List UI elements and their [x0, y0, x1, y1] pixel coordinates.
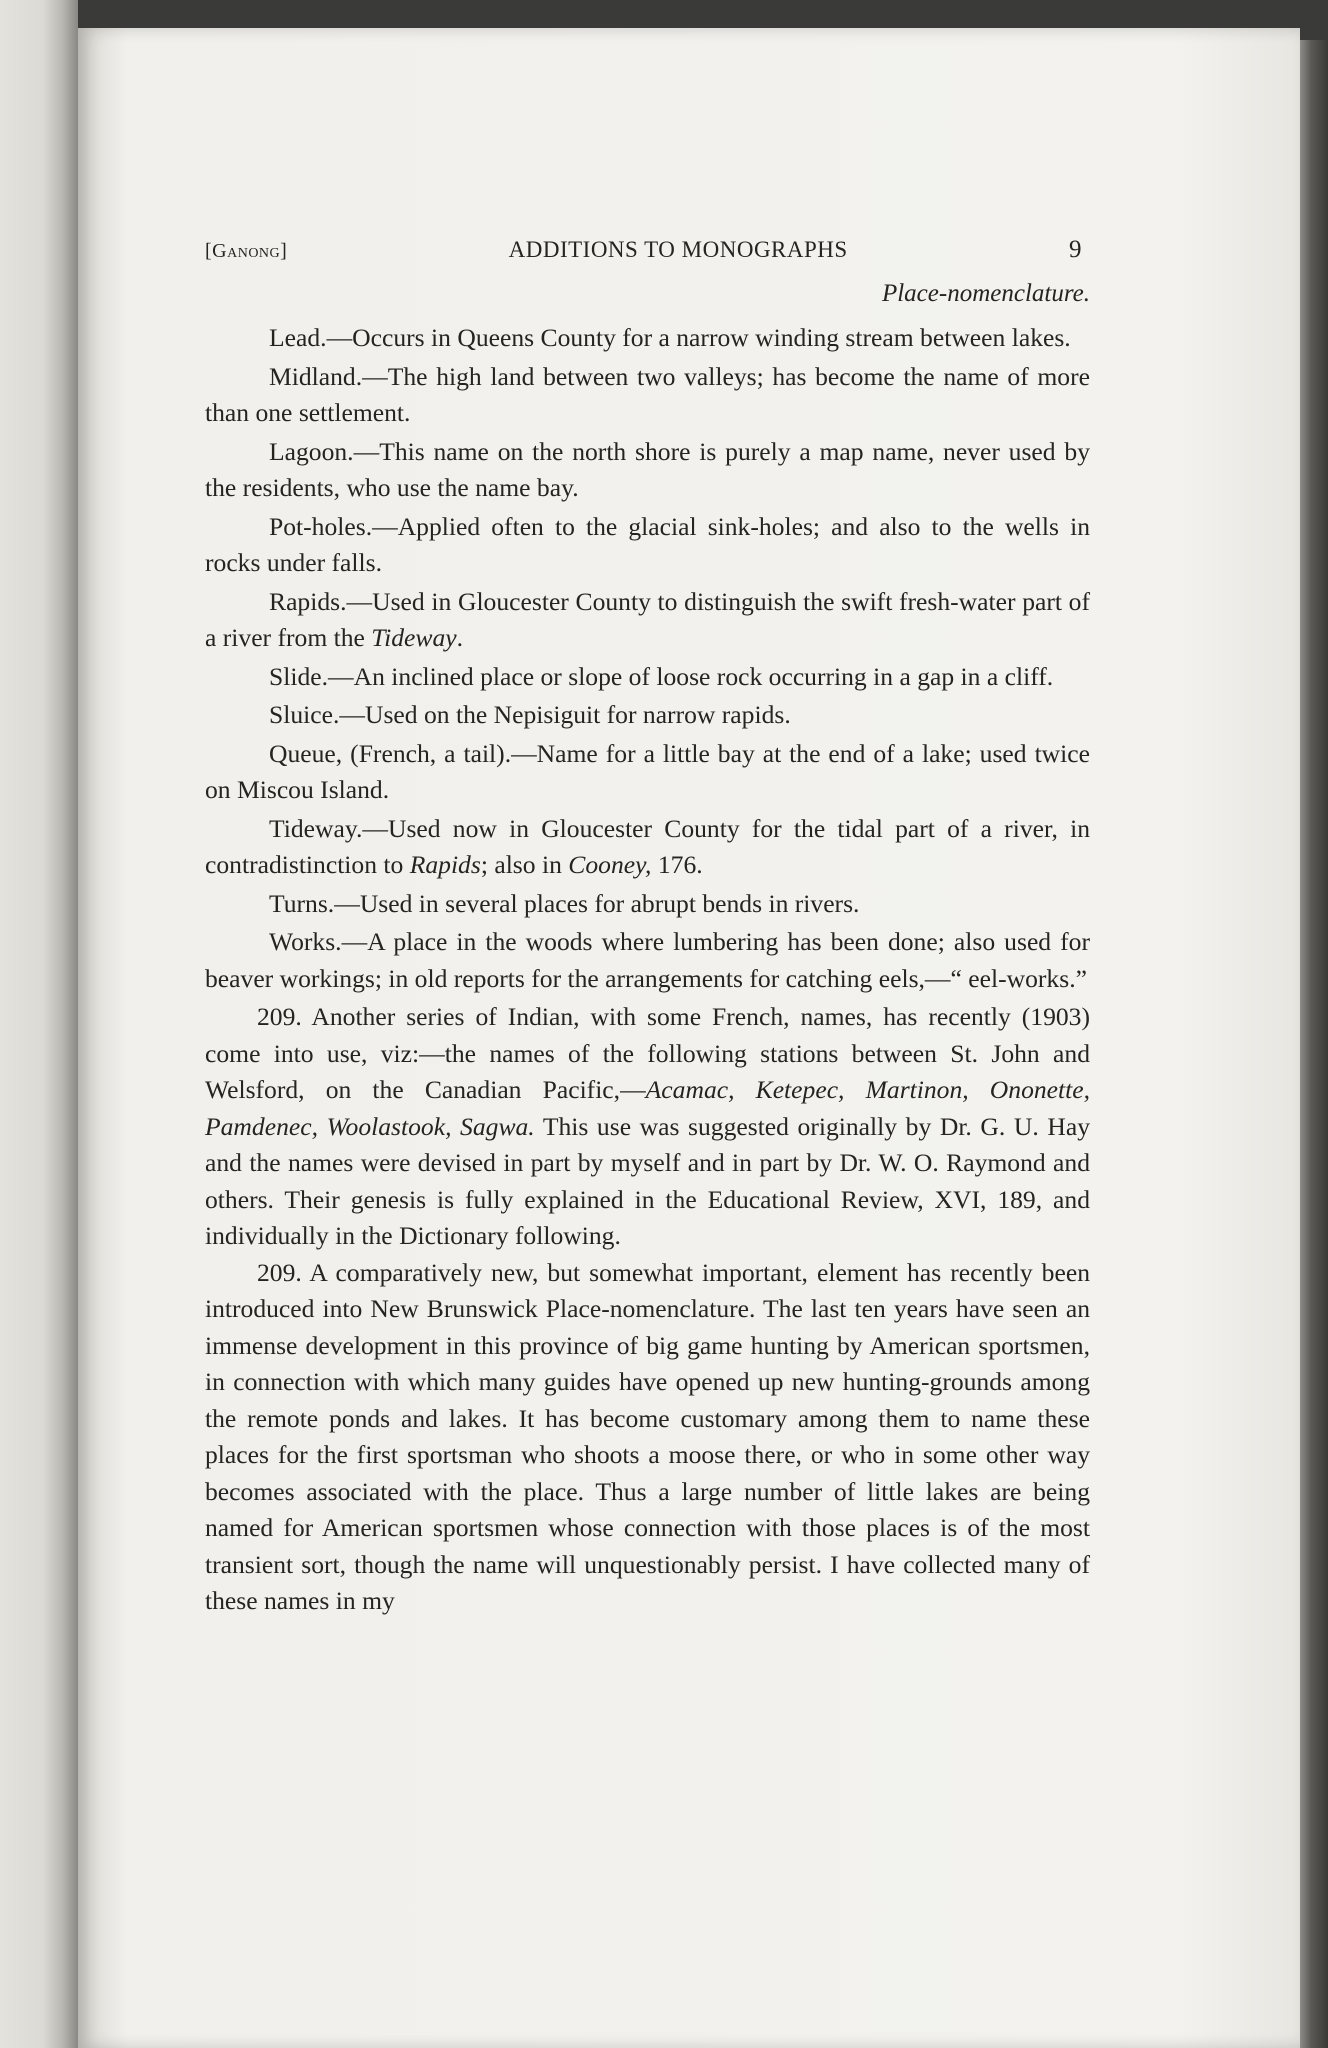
page-content	[205, 232, 1090, 1620]
entry-text: —The high land between two valleys; has become the name of more than one settlement.	[205, 361, 1090, 427]
entry-queue	[205, 736, 1090, 809]
entry-text: —Used on the Nepisiguit for narrow rapids.	[339, 700, 791, 729]
running-head-title: ADDITIONS TO MONOGRAPHS	[508, 237, 848, 262]
entry-text: —Used in Gloucester County to distinguish the swift fresh-water part of a river from the	[205, 586, 1090, 652]
entry-italic: Rapids	[409, 850, 481, 879]
entry-sluice	[205, 697, 1090, 734]
entry-term: Rapids.	[269, 586, 347, 616]
page-number: 9	[1069, 236, 1082, 263]
entry-rapids	[205, 584, 1090, 657]
entry-term: Lagoon.	[269, 436, 354, 466]
entry-tideway	[205, 811, 1090, 884]
entry-text: —Used now in Gloucester County for the tidal part of a river, in contradistinction to	[205, 813, 1090, 879]
entry-term: Midland.	[269, 361, 363, 391]
entry-lead	[205, 320, 1090, 357]
station-names: Acamac, Ketepec, Martinon, Ononette, Pamdenec, Woolastook, Sagwa.	[205, 1075, 1091, 1141]
entry-text: 176.	[651, 850, 703, 879]
paragraph-station-names	[205, 999, 1090, 1255]
entry-italic: Cooney,	[568, 850, 652, 879]
entry-text: —Occurs in Queens County for a narrow winding stream between lakes.	[326, 323, 1071, 352]
entry-term: Sluice.	[269, 700, 340, 729]
entry-text: —A place in the woods where lumbering has been done; also used for beaver workings; in old reports for the arrangements for catching eels,—“ eel-works.”	[205, 927, 1090, 993]
entry-text: —Applied often to the glacial sink-holes; and also to the wells in rocks under falls.	[205, 511, 1090, 577]
entry-term: Pot-holes.	[269, 511, 373, 541]
book-edge	[1300, 40, 1328, 2048]
entry-term: Works.	[269, 927, 342, 956]
entry-works	[205, 924, 1090, 997]
entry-slide	[205, 659, 1090, 696]
entry-text: —This name on the north shore is purely a map name, never used by the residents, who use the name bay.	[205, 436, 1090, 502]
entry-text: .	[456, 623, 464, 652]
entry-text: (French, a tail).—Name for a little bay at the end of a lake; used twice on Miscou Island.	[205, 738, 1090, 804]
paragraph-text: 209. Another series of Indian, with some French, names, has recently (1903) come into use, viz:—the names of the following stations between St. John and Welsford, on the Canadian Pacific,—	[205, 1002, 1090, 1104]
entry-midland	[205, 359, 1090, 432]
entry-term: Lead.	[269, 323, 327, 352]
paragraph-sportsmen-names: 209. A comparatively new, but somewhat important, element has recently been introduced into New Brunswick Place-nomenclature. The last ten years have seen an immense development in this province of big game hunting by American sportsmen, in connection with which many guides have opened up new hunting-grounds among the remote ponds and lakes. It has become customary among them to name these places for the first sportsman who shoots a moose there, or who in some other way becomes associated with the place. Thus a large number of little lakes are being named for American sportsmen whose connection with those places is of the most transient sort, though the name will unquestionably persist. I have collected many of these names in my	[205, 1257, 1090, 1615]
running-head-author: [Ganong]	[205, 240, 288, 262]
entry-text: ; also in	[480, 850, 569, 879]
paragraph-text: This use was suggested originally by Dr. G. U. Hay and the names were devised in part by myself and in part by Dr. W. O. Raymond and others. Their genesis is fully explained in the Educational Review, XVI, 189, and individually in the Dictionary following.	[205, 1111, 1090, 1250]
entry-turns	[205, 886, 1090, 923]
entry-lagoon	[205, 434, 1090, 507]
entry-term: Turns.	[269, 888, 335, 918]
running-head	[205, 232, 1090, 270]
entry-pot-holes	[205, 509, 1090, 582]
entry-italic: Tideway	[371, 623, 457, 652]
entry-text: —Used in several places for abrupt bends in rivers.	[334, 888, 860, 918]
facing-page-edge	[0, 0, 78, 2048]
entry-term: Tideway.	[269, 813, 363, 843]
entry-text: —An inclined place or slope of loose rock occurring in a gap in a cliff.	[328, 661, 1054, 691]
entry-term: Slide.	[269, 661, 329, 691]
section-label: Place-nomenclature.	[881, 279, 1090, 307]
entry-term: Queue,	[269, 738, 343, 768]
